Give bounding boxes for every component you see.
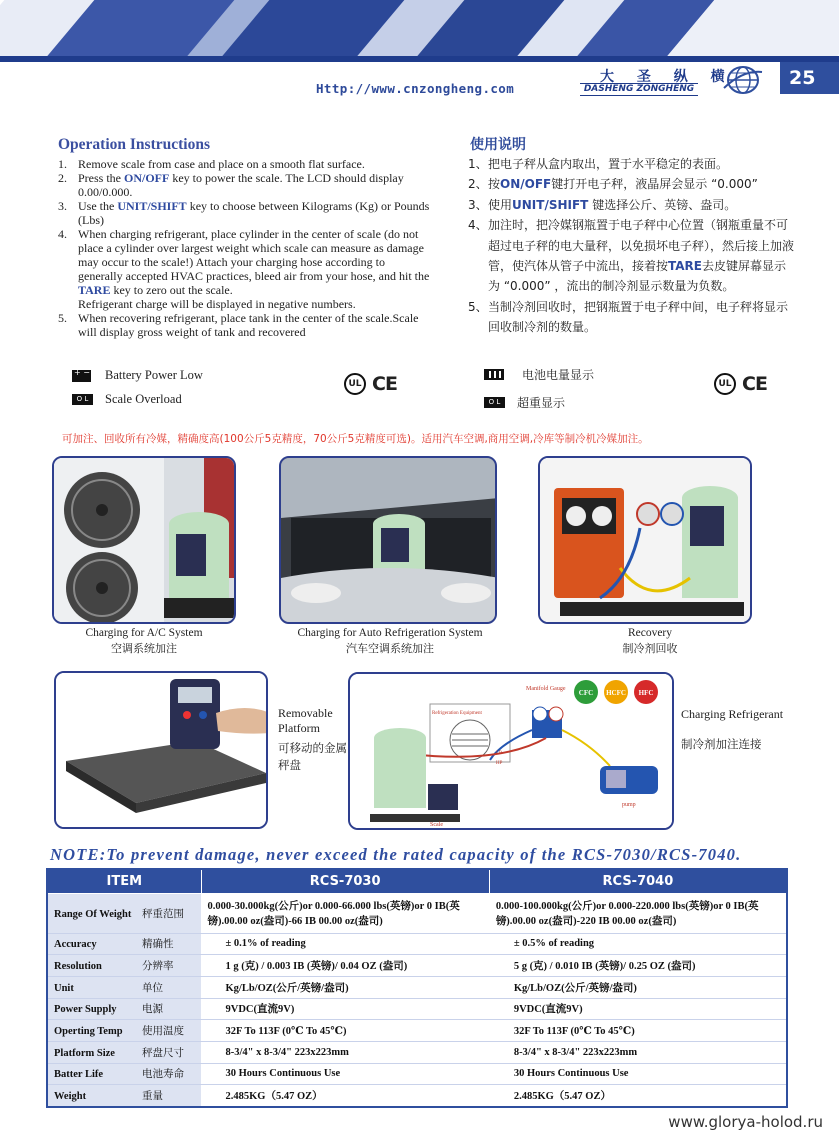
battery-level-icon: [484, 369, 504, 380]
certification-marks-en: [344, 373, 397, 395]
label-charging: Charging Refrigerant 制冷剂加注连接: [681, 707, 784, 751]
instruction-item: 5. When recovering refrigerant, place tank in the center of the scale.Scale will display gross weight of tank and recovered: [58, 311, 419, 339]
label-platform: Removable Platform 可移动的金属秤盘: [278, 706, 347, 772]
instruction-item: 4、 加注时，把冷媒钢瓶置于电子秤中心位置（钢瓶重量不可超过电子秤的电大量秤，以免损坏电子秤），然后接上加液管，使汽体从管子中流出，接着按TARE去皮键屏幕显示为 “0.000” ，流出的制冷剂显示数量为负数。: [468, 218, 795, 294]
legend-overload-en: O L Scale Overload: [72, 392, 182, 407]
overload-icon: O L: [484, 397, 505, 408]
table-row: Weight 重量 2.485KG（5.47 OZ） 2.485KG（5.47 OZ）: [47, 1085, 787, 1107]
website-url[interactable]: Http://www.cnzongheng.com: [316, 81, 515, 96]
ce-mark-icon: CE: [372, 373, 397, 395]
ul-mark-icon: UL: [344, 373, 366, 395]
instruction-item: 1、 把电子秤从盒内取出，置于水平稳定的表面。: [468, 157, 729, 171]
diagram-hcfc-label: HCFC: [606, 689, 626, 697]
table-row: Resolution 分辨率 1 g (克) / 0.003 IB (英镑)/ 0.04 OZ (盎司) 5 g (克) / 0.010 IB (英镑)/ 0.25 OZ (盎司): [47, 955, 787, 977]
instructions-title-cn: 使用说明: [470, 137, 526, 153]
page-number: 25: [780, 62, 839, 94]
instruction-item: 4. When charging refrigerant, place cylinder in the center of scale (do not place a cylinder over largest weight which scale can measure as damage may occur to the scale!) Attach your charging hose according to generally accepted HVAC practices, bleed air from your hose, and hit the TARE key to zero out the scale. Refrigerant charge will be displayed in negative numbers.: [58, 227, 430, 311]
instruction-item: 1. Remove scale from case and place on a smooth flat surface.: [58, 157, 365, 171]
caption-recovery: Recovery 制冷剂回收: [622, 627, 678, 655]
ce-mark-icon: CE: [742, 373, 767, 395]
brand-name-cn: 大 圣 纵 横: [600, 69, 734, 85]
instruction-item: 3、 使用UNIT/SHIFT 键选择公斤、英镑、盎司。: [468, 197, 737, 212]
legend-battery-en: + − Battery Power Low: [72, 368, 203, 383]
photo-ac-system: [52, 456, 236, 624]
battery-low-icon: [72, 370, 91, 382]
table-row: Range Of Weight 秤重范围 0.000-30.000kg(公斤)or 0.000-66.000 lbs(英镑)or 0 IB(英镑).00.00 oz(盎司)-66 IB 00.00 oz(盎司) 0.000-100.000kg(公斤)or 0.000-220.000 lbs(英镑)or 0 IB(英镑).00.00 oz(盎司)-220 IB 00.00 oz(盎司): [47, 893, 787, 933]
table-row: Batter Life 电池寿命 30 Hours Continuous Use 30 Hours Continuous Use: [47, 1063, 787, 1085]
table-row: Unit 单位 Kg/Lb/OZ(公斤/英镑/盎司) Kg/Lb/OZ(公斤/英镑/盎司): [47, 976, 787, 998]
globe-logo-icon: [722, 64, 764, 96]
ul-mark-icon: UL: [714, 373, 736, 395]
instruction-item: 2、 按ON/OFF键打开电子秤，液晶屏会显示 “0.000”: [468, 177, 758, 192]
diagram-hp-label: HP: [496, 761, 503, 766]
table-header-row: [47, 869, 787, 893]
table-row: Power Supply 电源 9VDC(直流9V) 9VDC(直流9V): [47, 998, 787, 1020]
photo-platform: [54, 671, 268, 829]
diagram-scale-label: Scale: [430, 822, 443, 828]
instruction-item: 5、 当制冷剂回收时，把钢瓶置于电子秤中间，电子秤将显示回收制冷剂的数量。: [468, 299, 789, 335]
header-rcs7040: RCS-7040: [489, 869, 787, 893]
caption-ac: Charging for A/C System 空调系统加注: [85, 627, 203, 655]
instructions-title-en: Operation Instructions: [58, 136, 210, 153]
table-row: Platform Size 秤盘尺寸 8-3/4" x 8-3/4" 223x223mm 8-3/4" x 8-3/4" 223x223mm: [47, 1041, 787, 1063]
charging-diagram: [348, 672, 674, 830]
spec-table: [46, 868, 788, 1108]
header-rcs7030: RCS-7030: [201, 869, 489, 893]
instruction-item: 2. Press the ON/OFF key to power the scale. The LCD should display 0.00/0.000.: [58, 171, 404, 199]
diagram-cfc-label: CFC: [578, 689, 594, 697]
diagram-hfc-label: HFC: [638, 689, 654, 697]
feature-note-cn: 可加注、回收所有冷媒，精确度高(100公斤5克精度，70公斤5克精度可选)。适用汽车空调,商用空调,冷库等制冷机冷媒加注。: [62, 433, 649, 445]
diagram-lp-label: LP: [496, 751, 502, 756]
photo-recovery: [538, 456, 752, 624]
footer-website[interactable]: www.glorya-holod.ru: [668, 1113, 823, 1131]
overload-icon: O L: [72, 394, 93, 405]
table-row: Accuracy 精确性 ± 0.1% of reading ± 0.5% of reading: [47, 933, 787, 955]
caption-auto: Charging for Auto Refrigeration System 汽车空调系统加注: [297, 627, 483, 655]
table-row: Operting Temp 使用温度 32F To 113F (0℃ To 45℃) 32F To 113F (0℃ To 45℃): [47, 1020, 787, 1042]
diagram-manifold-label: Manifold Gauge: [526, 686, 566, 692]
diagram-pump-label: pump: [622, 802, 636, 808]
brand-name-en: DASHENG ZONGHENG: [580, 83, 698, 96]
header-item: ITEM: [47, 869, 201, 893]
instructions-list-en: [58, 157, 430, 339]
photo-auto-system: [279, 456, 497, 624]
instruction-item: 3. Use the UNIT/SHIFT key to choose between Kilograms (Kg) or Pounds (Lbs): [58, 199, 430, 227]
instructions-list-cn: [468, 154, 796, 338]
header-band: [0, 0, 839, 62]
diagram-equipment-label: Refrigeration Equipment: [432, 711, 482, 716]
capacity-note: NOTE:To prevent damage, never exceed the rated capacity of the RCS-7030/RCS-7040.: [50, 845, 742, 864]
legend-battery-cn: 电池电量显示: [484, 366, 594, 383]
certification-marks-cn: [714, 373, 767, 395]
legend-overload-cn: O L 超重显示: [484, 394, 565, 411]
